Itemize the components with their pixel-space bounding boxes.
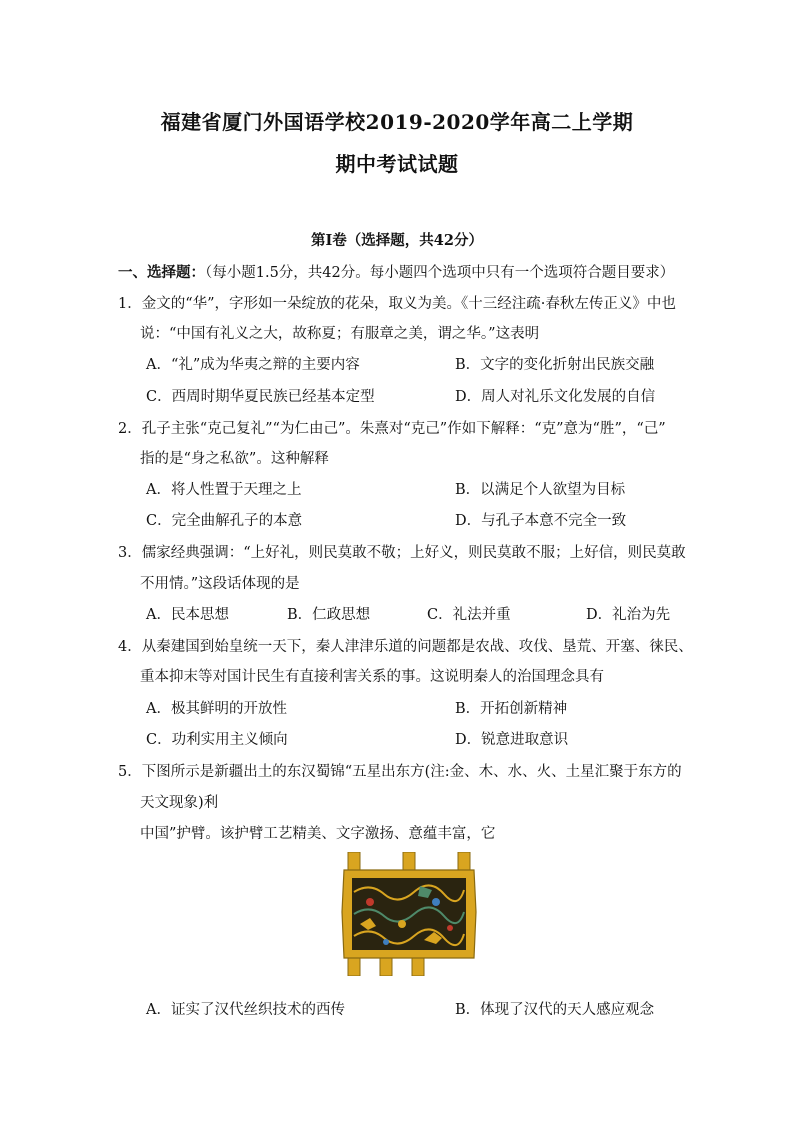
question-4-option-a: A．极其鲜明的开放性 [146, 701, 287, 717]
question-5-line-2: 天文现象)利 [140, 795, 219, 811]
question-4-option-d: D．锐意进取意识 [455, 732, 569, 748]
question-1-line-2: 说：“中国有礼义之大，故称夏；有服章之美，谓之华。”这表明 [140, 326, 540, 342]
page-title-line2: 期中考试试题 [335, 152, 459, 176]
question-1-option-d: D．周人对礼乐文化发展的自信 [455, 389, 656, 405]
question-1-option-b: B．文字的变化折射出民族交融 [455, 357, 655, 373]
question-2-line-1: 2．孔子主张“克己复礼”“为仁由己”。朱熹对“克己”作如下解释：“克”意为“胜”，“己” [118, 421, 666, 437]
question-4-option-b: B．开拓创新精神 [455, 701, 568, 717]
part-label: 一、选择题： [118, 264, 205, 281]
question-3-option-a: A．民本思想 [146, 607, 229, 623]
section-heading: 第Ⅰ卷（选择题，共42分） [311, 232, 483, 249]
question-5-line-1: 5．下图所示是新疆出土的东汉蜀锦“五星出东方(注:金、木、水、火、土星汇聚于东方的 [118, 764, 682, 780]
question-5-option-b: B．体现了汉代的天人感应观念 [455, 1002, 655, 1018]
question-1-option-a: A．“礼”成为华夷之辩的主要内容 [146, 357, 360, 373]
question-3-line-2: 不用情。”这段话体现的是 [140, 576, 300, 592]
part-instructions [118, 261, 674, 282]
question-2-line-2: 指的是“身之私欲”。这种解释 [140, 451, 329, 467]
question-5-option-a: A．证实了汉代丝织技术的西传 [146, 1002, 345, 1018]
question-5-line-3: 中国”护臂。该护臂工艺精美、文字激扬、意蕴丰富，它 [140, 826, 496, 842]
question-3-option-b: B．仁政思想 [287, 607, 371, 623]
question-4-option-c: C．功利实用主义倾向 [146, 732, 288, 748]
question-4-line-1: 4．从秦建国到始皇统一天下，秦人津津乐道的问题都是农战、攻伐、垦荒、开塞、徕民、 [118, 639, 693, 655]
question-2-option-c: C．完全曲解孔子的本意 [146, 513, 303, 529]
question-2-option-d: D．与孔子本意不完全一致 [455, 513, 627, 529]
question-2-option-a: A．将人性置于天理之上 [146, 482, 302, 498]
question-3-option-d: D．礼治为先 [586, 607, 671, 623]
question-3-line-1: 3．儒家经典强调：“上好礼，则民莫敢不敬；上好义，则民莫敢不服；上好信，则民莫敢 [118, 545, 686, 561]
question-1-line-1: 1．金文的“华”，字形如一朵绽放的花朵，取义为美。《十三经注疏·春秋左传正义》中也 [118, 296, 676, 312]
question-3-option-c: C．礼法并重 [427, 607, 511, 623]
question-1-option-c: C．西周时期华夏民族已经基本定型 [146, 389, 375, 405]
question-4-line-2: 重本抑末等对国计民生有直接利害关系的事。这说明秦人的治国理念具有 [140, 669, 604, 685]
part-instructions-text: （每小题1.5分，共42分。每小题四个选项中只有一个选项符合题目要求） [205, 265, 675, 281]
armguard-image [340, 852, 478, 976]
page-title-line1: 福建省厦门外国语学校2019-2020学年高二上学期 [160, 110, 634, 134]
question-2-option-b: B．以满足个人欲望为目标 [455, 482, 626, 498]
